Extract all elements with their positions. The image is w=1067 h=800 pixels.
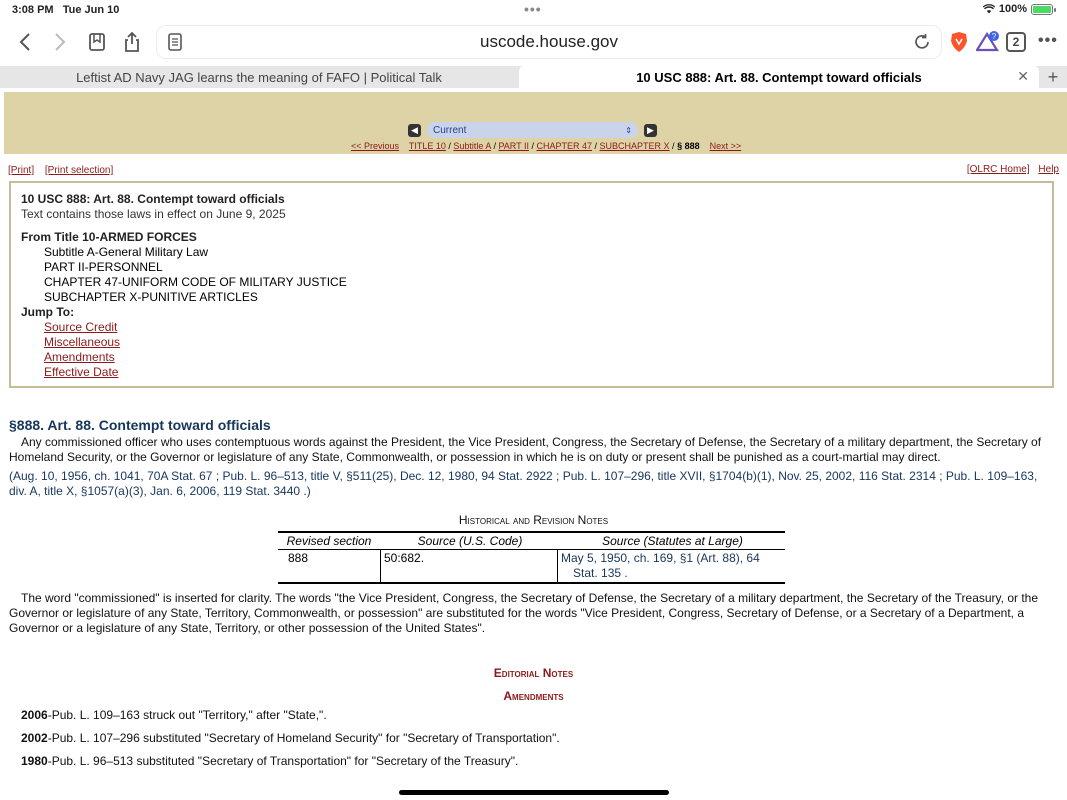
edition-select[interactable]: Current ⇕ <box>427 122 638 138</box>
forward-icon[interactable] <box>47 29 73 55</box>
olrc-links <box>961 164 1059 175</box>
home-indicator[interactable] <box>399 790 669 795</box>
amendment-item: 2006-Pub. L. 109–163 struck out "Territory," after "State,". <box>21 708 327 722</box>
brave-rewards-icon[interactable] <box>975 29 1001 55</box>
tab-usc-888[interactable] <box>519 66 1039 88</box>
bookmark-icon[interactable] <box>84 29 110 55</box>
reader-icon[interactable] <box>167 33 183 51</box>
next-link[interactable]: Next >> <box>709 141 742 151</box>
col-source-usc: Source (U.S. Code) <box>417 534 523 548</box>
next-edition-icon[interactable]: ▶ <box>644 124 657 137</box>
cell-statutes[interactable]: May 5, 1950, ch. 169, §1 (Art. 88), 64 Stat. 135 . <box>557 550 785 582</box>
hierarchy-subchapter: SUBCHAPTER X-PUNITIVE ARTICLES <box>44 290 258 304</box>
jump-to-label: Jump To: <box>21 305 75 319</box>
status-bar <box>0 0 1067 20</box>
tab-strip <box>0 66 1067 88</box>
part-link[interactable]: PART II <box>498 141 529 151</box>
hierarchy-part: PART II-PERSONNEL <box>44 260 163 274</box>
web-page <box>0 88 1067 800</box>
table-header <box>278 533 785 550</box>
address-text: uscode.house.gov <box>480 32 618 51</box>
col-revised-section: Revised section <box>286 534 372 548</box>
title-link[interactable]: TITLE 10 <box>408 141 446 151</box>
info-heading: 10 USC 888: Art. 88. Contempt toward officials <box>21 192 285 206</box>
address-bar[interactable] <box>157 26 941 58</box>
wifi-icon <box>983 4 995 14</box>
section-title: §888. Art. 88. Contempt toward officials <box>9 417 271 433</box>
help-link[interactable]: Help <box>1038 164 1059 175</box>
amendment-item: 2002-Pub. L. 107–296 substituted "Secretary of Homeland Security" for "Secretary of Transportation". <box>21 731 560 745</box>
edition-selector <box>408 122 657 138</box>
prev-edition-icon[interactable]: ◀ <box>408 124 421 137</box>
chapter-link[interactable]: CHAPTER 47 <box>536 141 593 151</box>
battery-icon <box>1031 4 1053 15</box>
nav-band <box>4 92 1067 154</box>
info-effect: Text contains those laws in effect on June 9, 2025 <box>21 207 286 221</box>
amendment-item: 1980-Pub. L. 96–513 substituted "Secretary of Transportation" for "Secretary of the Treasury". <box>21 754 519 768</box>
subtitle-link[interactable]: Subtitle A <box>453 141 491 151</box>
back-icon[interactable] <box>12 29 38 55</box>
new-tab-icon[interactable]: + <box>1047 66 1059 87</box>
battery-percent: 100% <box>998 3 1027 15</box>
hierarchy-subtitle: Subtitle A-General Military Law <box>44 245 209 259</box>
svg-text:?: ? <box>991 32 997 41</box>
revision-note: The word "commissioned" is inserted for clarity. The words "the Vice President, Congress, the Secretary of Defense, the Secretary of a military department, the Secretary of the Treasury, or the Governor or legislature of any State, Territory, Commonwealth, or possession" are substituted for the words "Vice President, Congress, Secretary of Defense, or a Secretary of a Department, a Governor or a legislature of any State, Territory, or other possession of the United States". <box>9 591 1039 635</box>
jump-effective-date[interactable]: Effective Date <box>44 365 119 379</box>
table-row <box>278 550 785 582</box>
multitasking-dots-icon[interactable]: ••• <box>524 1 542 17</box>
hierarchy-chapter: CHAPTER 47-UNIFORM CODE OF MILITARY JUSTICE <box>44 275 347 289</box>
cell-revised: 888 <box>288 551 309 565</box>
current-section: § 888 <box>677 141 700 151</box>
editorial-notes-heading: Editorial Notes <box>493 666 574 680</box>
tab-political-talk[interactable] <box>0 66 518 88</box>
tab-label: Leftist AD Navy JAG learns the meaning of FAFO | Political Talk <box>76 69 442 85</box>
tab-count-button[interactable]: 2 <box>1006 32 1026 52</box>
more-menu-icon[interactable]: ••• <box>1038 32 1058 49</box>
close-tab-icon[interactable]: ✕ <box>1017 68 1029 84</box>
revision-table <box>278 531 785 584</box>
olrc-home-link[interactable]: [OLRC Home] <box>966 164 1030 175</box>
jump-miscellaneous[interactable]: Miscellaneous <box>44 335 121 349</box>
tab-label: 10 USC 888: Art. 88. Contempt toward officials <box>636 69 922 85</box>
document-info-box <box>9 181 1054 388</box>
previous-link[interactable]: << Previous <box>351 141 400 151</box>
reload-icon[interactable] <box>913 33 931 51</box>
jump-source-credit[interactable]: Source Credit <box>44 320 118 334</box>
status-time: 3:08 PM Tue Jun 10 <box>12 4 120 16</box>
print-selection-link[interactable]: [Print selection] <box>44 165 114 176</box>
brave-shield-icon[interactable] <box>946 29 972 55</box>
source-credit[interactable]: (Aug. 10, 1956, ch. 1041, 70A Stat. 67 ; Pub. L. 96–513, title V, §511(25), Dec. 12, 1980, 94 Stat. 2922 ; Pub. L. 107–296, title XVII, §1704(b)(1), Nov. 25, 2002, 116 Stat. 2314 ; Pub. L. 109–163, div. A, title X, §1057(a)(3), Jan. 6, 2006, 119 Stat. 3440 .) <box>9 469 1038 498</box>
status-right <box>983 3 1053 15</box>
amendments-heading: Amendments <box>503 689 564 703</box>
browser-toolbar <box>0 20 1067 65</box>
section-body: Any commissioned officer who uses contemptuous words against the President, the Vice President, Congress, the Secretary of Defense, the Secretary of a military department, the Secretary of Homeland Security, or the Governor or legislature of any State, Commonwealth, or possession in which he is on duty or present shall be punished as a court-martial may direct. <box>9 435 1042 464</box>
jump-amendments[interactable]: Amendments <box>44 350 115 364</box>
share-icon[interactable] <box>119 29 145 55</box>
print-links <box>8 165 121 176</box>
subchapter-link[interactable]: SUBCHAPTER X <box>599 141 670 151</box>
print-link[interactable]: [Print] <box>8 165 35 176</box>
historical-notes-heading: Historical and Revision Notes <box>458 513 609 527</box>
breadcrumb: << Previous TITLE 10 / Subtitle A / PART II / CHAPTER 47 / SUBCHAPTER X / § 888 Next >> <box>351 141 742 151</box>
cell-usc: 50:682. <box>380 550 557 582</box>
info-from: From Title 10-ARMED FORCES <box>21 230 197 244</box>
col-source-statutes: Source (Statutes at Large) <box>602 534 743 548</box>
